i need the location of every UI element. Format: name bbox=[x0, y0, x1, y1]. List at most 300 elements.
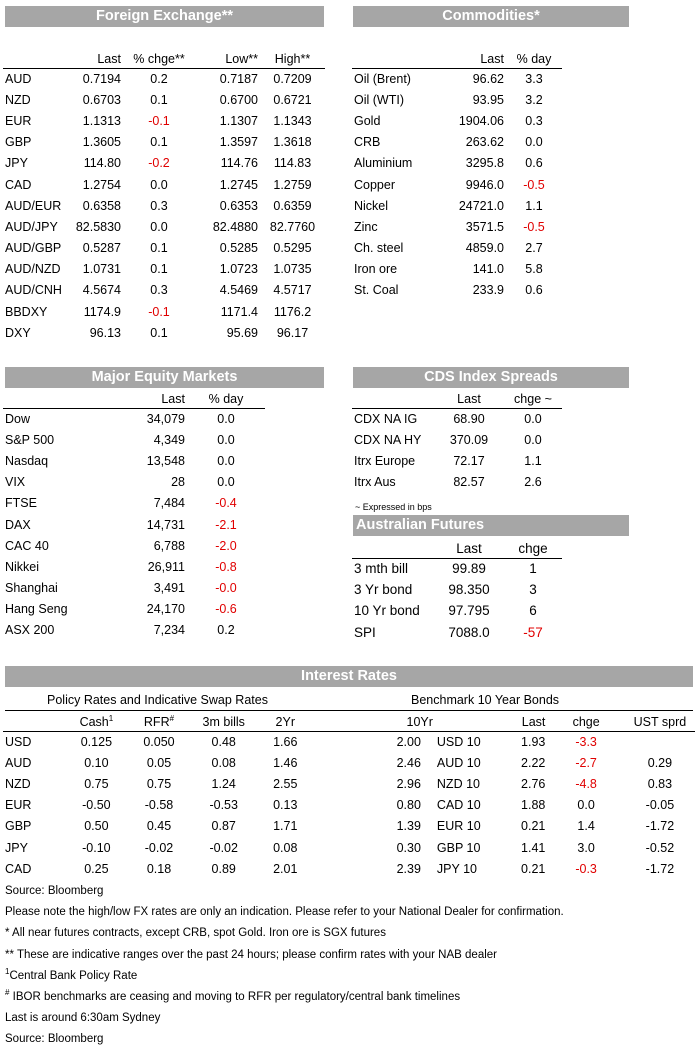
equity-row bbox=[3, 556, 265, 577]
fx-cell: 114.80 bbox=[83, 156, 121, 171]
footnote-futures: * All near futures contracts, except CRB, spot Gold. Iron ore is SGX futures bbox=[5, 927, 386, 939]
rates-cell: 0.125 bbox=[80, 734, 113, 749]
rates-banner: Interest Rates bbox=[5, 666, 693, 687]
commodities-col-header: Last bbox=[434, 50, 506, 68]
commodities-cell: 141.0 bbox=[472, 262, 504, 277]
aus-futures-col-header bbox=[352, 540, 434, 558]
fx-cell: 1.1343 bbox=[273, 113, 312, 128]
equity-row-label: Hang Seng bbox=[5, 602, 68, 617]
rates-row-label: NZD 10 bbox=[436, 776, 480, 791]
rates-cell: 0.75 bbox=[146, 776, 172, 791]
rates-col-header bbox=[192, 713, 256, 731]
fx-cell: 1.2745 bbox=[219, 177, 258, 192]
rates-header-row bbox=[3, 713, 695, 731]
footnote-source: Source: Bloomberg bbox=[5, 885, 104, 897]
cds-row-label: Itrx Europe bbox=[354, 453, 416, 468]
equity-col-header bbox=[3, 390, 115, 408]
rates-cell bbox=[625, 731, 695, 752]
footnote-ibor-text: IBOR benchmarks are ceasing and moving to RFR per regulatory/central bank timelines bbox=[12, 991, 461, 1003]
fx-cell: 0.7194 bbox=[82, 71, 121, 86]
rates-cell: 0.50 bbox=[84, 819, 109, 834]
fx-cell: 82.5830 bbox=[75, 219, 121, 234]
rates-row bbox=[3, 773, 695, 794]
fx-row bbox=[3, 68, 325, 89]
rates-row-label: GBP 10 bbox=[436, 840, 481, 855]
rates-col-header bbox=[507, 713, 547, 731]
rates-cell: 2.39 bbox=[396, 861, 421, 876]
fx-cell: 0.1 bbox=[150, 135, 168, 150]
footnote-source-2: Source: Bloomberg bbox=[5, 1033, 104, 1045]
cds-cell: 0.0 bbox=[524, 432, 542, 447]
equity-row-label: CAC 40 bbox=[5, 538, 49, 553]
rates-row bbox=[3, 795, 695, 816]
equity-cell: 26,911 bbox=[147, 559, 185, 574]
fx-cell: 1174.9 bbox=[83, 304, 121, 319]
commodities-table bbox=[352, 50, 562, 301]
cds-col-header: chge ~ bbox=[504, 390, 562, 408]
aus-futures-header-row bbox=[352, 540, 562, 558]
fx-row bbox=[3, 174, 325, 195]
rates-row bbox=[3, 837, 695, 858]
fx-cell: 0.3 bbox=[150, 198, 168, 213]
rates-col-header bbox=[3, 713, 67, 731]
commodities-row bbox=[352, 110, 562, 131]
commodities-cell: 3.2 bbox=[525, 92, 543, 107]
rates-cell: -1.72 bbox=[645, 861, 675, 876]
rates-right-subtitle: Benchmark 10 Year Bonds bbox=[411, 693, 560, 707]
rates-cell: -2.7 bbox=[575, 755, 597, 770]
aus-futures-cell: 6 bbox=[529, 603, 537, 619]
commodities-cell: 1904.06 bbox=[458, 113, 504, 128]
rates-cell: -0.02 bbox=[144, 840, 174, 855]
rates-col-header-label: RFR bbox=[143, 714, 170, 729]
footnote-sup-1: 1 bbox=[5, 967, 10, 977]
rates-col-header-label: Last bbox=[521, 714, 546, 729]
equity-cell: 14,731 bbox=[146, 517, 185, 532]
fx-cell: -0.1 bbox=[148, 304, 170, 319]
rates-left-subtitle: Policy Rates and Indicative Swap Rates bbox=[47, 693, 268, 707]
fx-cell: 1.1313 bbox=[82, 113, 121, 128]
fx-row-label: CAD bbox=[5, 177, 32, 192]
equity-cell: 0.0 bbox=[217, 432, 235, 447]
fx-row bbox=[3, 259, 325, 280]
fx-cell: -0.2 bbox=[148, 156, 170, 171]
cds-row bbox=[352, 472, 562, 493]
fx-cell: 1.3618 bbox=[273, 135, 312, 150]
commodities-row-label: Nickel bbox=[354, 198, 389, 213]
equity-cell: 0.0 bbox=[217, 411, 235, 426]
aus-futures-row bbox=[352, 600, 562, 621]
equity-row bbox=[3, 472, 265, 493]
rates-col-header bbox=[435, 713, 507, 731]
fx-cell: 1171.4 bbox=[220, 304, 258, 319]
fx-cell: 114.83 bbox=[273, 156, 312, 171]
fx-cell: 0.6353 bbox=[219, 198, 258, 213]
fx-row bbox=[3, 110, 325, 131]
rates-row bbox=[3, 752, 695, 773]
cds-table bbox=[352, 390, 562, 493]
commodities-col-header: % day bbox=[506, 50, 562, 68]
commodities-row bbox=[352, 132, 562, 153]
cds-cell: 2.6 bbox=[524, 475, 542, 490]
fx-col-header bbox=[3, 50, 65, 68]
fx-cell: 0.1 bbox=[150, 92, 168, 107]
commodities-row bbox=[352, 280, 562, 301]
fx-row-label: AUD/CNH bbox=[5, 283, 62, 298]
rates-cell: 0.08 bbox=[273, 840, 298, 855]
rates-row bbox=[3, 858, 695, 879]
rates-cell: -0.53 bbox=[209, 798, 238, 813]
cds-cell: 370.09 bbox=[449, 432, 489, 447]
equity-row-label: ASX 200 bbox=[5, 623, 55, 638]
fx-row-label: EUR bbox=[5, 113, 32, 128]
fx-cell: 1.3605 bbox=[82, 135, 121, 150]
equity-row bbox=[3, 493, 265, 514]
rates-row-label: GBP bbox=[5, 819, 32, 834]
rates-cell: 1.46 bbox=[273, 755, 298, 770]
commodities-col-header bbox=[352, 50, 434, 68]
cds-col-header: Last bbox=[434, 390, 504, 408]
fx-cell: 4.5469 bbox=[219, 283, 258, 298]
aus-futures-row bbox=[352, 622, 562, 643]
cds-cell: 72.17 bbox=[453, 453, 485, 468]
equity-row bbox=[3, 450, 265, 471]
equity-row-label: DAX bbox=[5, 517, 31, 532]
rates-cell: -0.02 bbox=[209, 840, 238, 855]
commodities-row-label: Oil (WTI) bbox=[354, 92, 404, 107]
aus-futures-row-label: SPI bbox=[354, 624, 376, 640]
cds-cell: 82.57 bbox=[453, 475, 485, 490]
fx-cell: 0.6721 bbox=[273, 92, 312, 107]
rates-row-label: EUR bbox=[5, 798, 32, 813]
commodities-cell: 0.6 bbox=[525, 156, 543, 171]
commodities-row bbox=[352, 195, 562, 216]
rates-header-sup: 1 bbox=[108, 713, 114, 723]
fx-cell: 4.5717 bbox=[273, 283, 312, 298]
rates-cell: -0.10 bbox=[82, 840, 111, 855]
equity-table bbox=[3, 390, 265, 641]
commodities-banner: Commodities* bbox=[353, 6, 629, 27]
rates-row-label: USD 10 bbox=[436, 734, 481, 749]
fx-cell: 0.7187 bbox=[219, 71, 258, 86]
equity-cell: 13,548 bbox=[146, 453, 185, 468]
fx-cell: 0.0 bbox=[150, 219, 168, 234]
footnote-policy-rate bbox=[5, 967, 138, 982]
rates-col-header-label: UST sprd bbox=[633, 714, 687, 729]
equity-col-header: Last bbox=[115, 390, 187, 408]
fx-cell: 0.1 bbox=[150, 325, 168, 340]
rates-col-header bbox=[67, 713, 126, 731]
fx-cell: 0.3 bbox=[150, 283, 168, 298]
commodities-row-label: Aluminium bbox=[354, 156, 413, 171]
cds-cell: 1.1 bbox=[524, 453, 542, 468]
fx-cell: -0.1 bbox=[148, 113, 170, 128]
equity-cell: -0.4 bbox=[215, 496, 237, 511]
commodities-cell: 0.3 bbox=[525, 113, 543, 128]
fx-row bbox=[3, 301, 325, 322]
commodities-row-label: Gold bbox=[354, 113, 381, 128]
equity-cell: -2.1 bbox=[215, 517, 237, 532]
rates-cell: 2.01 bbox=[273, 861, 298, 876]
fx-cell: 96.13 bbox=[89, 325, 121, 340]
rates-cell: -0.3 bbox=[575, 861, 597, 876]
rates-row-label: EUR 10 bbox=[436, 819, 481, 834]
rates-subtitle-rule bbox=[5, 710, 693, 711]
fx-cell: 1.0731 bbox=[82, 262, 121, 277]
aus-futures-cell: 99.89 bbox=[452, 561, 486, 577]
fx-row-label: AUD bbox=[5, 71, 32, 86]
aus-futures-col-header: chge bbox=[504, 540, 562, 558]
rates-table bbox=[3, 713, 695, 879]
rates-cell: 0.29 bbox=[647, 755, 673, 770]
fx-cell: 1.0735 bbox=[273, 262, 312, 277]
fx-cell: 1.2754 bbox=[82, 177, 121, 192]
aus-futures-cell: -57 bbox=[523, 624, 543, 640]
rates-col-header bbox=[315, 713, 435, 731]
rates-col-header bbox=[126, 713, 192, 731]
commodities-cell: 24721.0 bbox=[458, 198, 504, 213]
footnote-policy-rate-text: Central Bank Policy Rate bbox=[9, 970, 138, 982]
rates-cell: 0.08 bbox=[211, 755, 236, 770]
commodities-cell: -0.5 bbox=[523, 219, 545, 234]
rates-col-header bbox=[625, 713, 695, 731]
rates-cell: -0.58 bbox=[144, 798, 174, 813]
rates-cell: 2.22 bbox=[521, 755, 546, 770]
commodities-row-label: Copper bbox=[354, 177, 395, 192]
rates-row-label: JPY 10 bbox=[436, 861, 477, 876]
rates-col-header bbox=[256, 713, 315, 731]
fx-cell: 82.7760 bbox=[269, 219, 316, 234]
equity-cell: 4,349 bbox=[153, 432, 185, 447]
rates-cell: 1.88 bbox=[521, 798, 546, 813]
rates-col-header-label: chge bbox=[572, 714, 600, 729]
commodities-cell: -0.5 bbox=[523, 177, 545, 192]
fx-row bbox=[3, 238, 325, 259]
cds-header-row bbox=[352, 390, 562, 408]
rates-row-label: USD bbox=[5, 734, 32, 749]
commodities-cell: 3295.8 bbox=[465, 156, 504, 171]
equity-cell: 3,491 bbox=[153, 581, 185, 596]
rates-cell: 0.13 bbox=[273, 798, 298, 813]
rates-cell: 1.93 bbox=[521, 734, 546, 749]
fx-row-label: AUD/GBP bbox=[5, 241, 62, 256]
equity-cell: 0.0 bbox=[217, 475, 235, 490]
equity-row-label: S&P 500 bbox=[5, 432, 55, 447]
cds-note: ~ Expressed in bps bbox=[355, 502, 432, 512]
equity-cell: -2.0 bbox=[215, 538, 237, 553]
commodities-cell: 4859.0 bbox=[465, 241, 504, 256]
rates-cell: 0.25 bbox=[84, 861, 109, 876]
rates-cell: 1.66 bbox=[273, 734, 298, 749]
fx-cell: 4.5674 bbox=[82, 283, 121, 298]
commodities-row bbox=[352, 238, 562, 259]
cds-row-label: CDX NA HY bbox=[354, 432, 422, 447]
equity-cell: 7,484 bbox=[153, 496, 185, 511]
fx-row-label: DXY bbox=[5, 325, 31, 340]
fx-cell: 82.4880 bbox=[212, 219, 258, 234]
aus-futures-row-label: 3 mth bill bbox=[354, 561, 409, 577]
rates-cell: 3.0 bbox=[577, 840, 595, 855]
fx-col-header: Low** bbox=[195, 50, 260, 68]
equity-row bbox=[3, 535, 265, 556]
rates-cell: 2.76 bbox=[521, 776, 546, 791]
commodities-row-label: St. Coal bbox=[354, 283, 399, 298]
equity-cell: 0.2 bbox=[217, 623, 235, 638]
fx-cell: 0.1 bbox=[150, 241, 168, 256]
rates-col-header-label: Cash bbox=[79, 714, 109, 729]
cds-row-label: CDX NA IG bbox=[354, 411, 418, 426]
equity-cell: 28 bbox=[171, 475, 185, 490]
rates-col-header-label: 3m bills bbox=[202, 714, 245, 729]
equity-row bbox=[3, 620, 265, 641]
fx-cell: 1.2759 bbox=[273, 177, 312, 192]
rates-cell: 0.18 bbox=[146, 861, 172, 876]
commodities-cell: 9946.0 bbox=[465, 177, 504, 192]
aus-futures-row-label: 3 Yr bond bbox=[354, 582, 413, 598]
equity-row-label: Nikkei bbox=[5, 559, 40, 574]
rates-cell: 0.30 bbox=[396, 840, 421, 855]
cds-col-header bbox=[352, 390, 434, 408]
fx-cell: 0.6703 bbox=[82, 92, 121, 107]
fx-row bbox=[3, 322, 325, 343]
commodities-cell: 0.0 bbox=[525, 135, 543, 150]
rates-cell: -0.05 bbox=[645, 798, 675, 813]
aus-futures-col-header: Last bbox=[434, 540, 504, 558]
fx-col-header: % chge** bbox=[123, 50, 195, 68]
commodities-cell: 3.3 bbox=[525, 71, 543, 86]
rates-cell: 0.89 bbox=[211, 861, 236, 876]
rates-cell: -1.72 bbox=[645, 819, 675, 834]
commodities-cell: 2.7 bbox=[525, 241, 543, 256]
equity-row-label: Shanghai bbox=[5, 581, 58, 596]
fx-table bbox=[3, 50, 325, 343]
commodities-row bbox=[352, 68, 562, 89]
commodities-row bbox=[352, 174, 562, 195]
rates-cell: 0.87 bbox=[211, 819, 236, 834]
commodities-header-row bbox=[352, 50, 562, 68]
rates-cell: 2.96 bbox=[396, 776, 421, 791]
rates-cell: 0.83 bbox=[647, 776, 673, 791]
rates-cell: 1.24 bbox=[211, 776, 236, 791]
rates-row-label: AUD 10 bbox=[436, 755, 481, 770]
rates-cell: 1.39 bbox=[396, 819, 421, 834]
equity-cell: 0.0 bbox=[217, 453, 235, 468]
rates-col-header-label: 2Yr bbox=[275, 714, 295, 729]
commodities-row-label: Oil (Brent) bbox=[354, 71, 411, 86]
fx-row bbox=[3, 280, 325, 301]
cds-row bbox=[352, 450, 562, 471]
rates-cell: 0.10 bbox=[84, 755, 109, 770]
cds-row bbox=[352, 429, 562, 450]
equity-row-label: Dow bbox=[5, 411, 31, 426]
fx-cell: 0.1 bbox=[150, 262, 168, 277]
rates-cell: 2.55 bbox=[273, 776, 298, 791]
commodities-row bbox=[352, 259, 562, 280]
equity-row-label: VIX bbox=[5, 475, 26, 490]
rates-row bbox=[3, 731, 695, 752]
footnote-ranges: ** These are indicative ranges over the past 24 hours; please confirm rates with your NAB dealer bbox=[5, 949, 497, 961]
aus-futures-cell: 1 bbox=[529, 561, 537, 577]
fx-header-row bbox=[3, 50, 325, 68]
fx-cell: 114.76 bbox=[220, 156, 258, 171]
rates-cell: 0.80 bbox=[396, 798, 421, 813]
commodities-cell: 3571.5 bbox=[465, 219, 504, 234]
commodities-row-label: Ch. steel bbox=[354, 241, 404, 256]
rates-cell: 0.21 bbox=[521, 819, 546, 834]
fx-cell: 0.7209 bbox=[273, 71, 312, 86]
rates-header-sup: # bbox=[169, 713, 175, 723]
equity-row bbox=[3, 429, 265, 450]
footnote-ibor bbox=[5, 988, 461, 1003]
fx-row-label: BBDXY bbox=[5, 304, 48, 319]
cds-banner: CDS Index Spreads bbox=[353, 367, 629, 388]
rates-cell: -0.50 bbox=[82, 798, 111, 813]
fx-row bbox=[3, 195, 325, 216]
fx-cell: 0.6358 bbox=[82, 198, 121, 213]
equity-cell: -0.0 bbox=[215, 581, 237, 596]
equity-cell: -0.8 bbox=[215, 559, 237, 574]
rates-row-label: AUD bbox=[5, 755, 32, 770]
fx-cell: 0.6700 bbox=[219, 92, 258, 107]
equity-row bbox=[3, 599, 265, 620]
commodities-row bbox=[352, 216, 562, 237]
rates-row-label: JPY bbox=[5, 840, 28, 855]
fx-cell: 0.2 bbox=[150, 71, 168, 86]
fx-row-label: GBP bbox=[5, 135, 32, 150]
rates-cell: 0.45 bbox=[146, 819, 172, 834]
rates-row-label: CAD bbox=[5, 861, 32, 876]
fx-row-label: NZD bbox=[5, 92, 31, 107]
equity-row bbox=[3, 408, 265, 429]
fx-row bbox=[3, 89, 325, 110]
rates-cell: 0.0 bbox=[577, 798, 595, 813]
fx-cell: 0.5295 bbox=[273, 241, 312, 256]
fx-row-label: AUD/NZD bbox=[5, 262, 61, 277]
commodities-row-label: Iron ore bbox=[354, 262, 398, 277]
commodities-row bbox=[352, 89, 562, 110]
commodities-cell: 233.9 bbox=[472, 283, 504, 298]
commodities-row-label: Zinc bbox=[354, 219, 378, 234]
commodities-cell: 0.6 bbox=[525, 283, 543, 298]
equity-banner: Major Equity Markets bbox=[5, 367, 324, 388]
commodities-cell: 263.62 bbox=[465, 135, 504, 150]
aus-futures-row bbox=[352, 579, 562, 600]
fx-col-header: High** bbox=[260, 50, 325, 68]
fx-row bbox=[3, 132, 325, 153]
rates-cell: 2.46 bbox=[396, 755, 421, 770]
fx-col-header: Last bbox=[65, 50, 123, 68]
rates-row-label: NZD bbox=[5, 776, 31, 791]
equity-row bbox=[3, 514, 265, 535]
rates-cell: 2.00 bbox=[396, 734, 421, 749]
commodities-cell: 5.8 bbox=[525, 262, 543, 277]
commodities-cell: 1.1 bbox=[525, 198, 543, 213]
equity-header-row bbox=[3, 390, 265, 408]
fx-cell: 95.69 bbox=[226, 325, 258, 340]
fx-row bbox=[3, 216, 325, 237]
cds-cell: 68.90 bbox=[453, 411, 485, 426]
rates-cell: 0.050 bbox=[143, 734, 175, 749]
footnote-timing: Last is around 6:30am Sydney bbox=[5, 1012, 161, 1024]
rates-cell: 0.48 bbox=[211, 734, 236, 749]
fx-row bbox=[3, 153, 325, 174]
rates-row bbox=[3, 816, 695, 837]
fx-cell: 96.17 bbox=[276, 325, 309, 340]
fx-cell: 0.5287 bbox=[82, 241, 121, 256]
fx-cell: 1.3597 bbox=[219, 135, 258, 150]
rates-cell: -3.3 bbox=[575, 734, 597, 749]
cds-cell: 0.0 bbox=[524, 411, 542, 426]
